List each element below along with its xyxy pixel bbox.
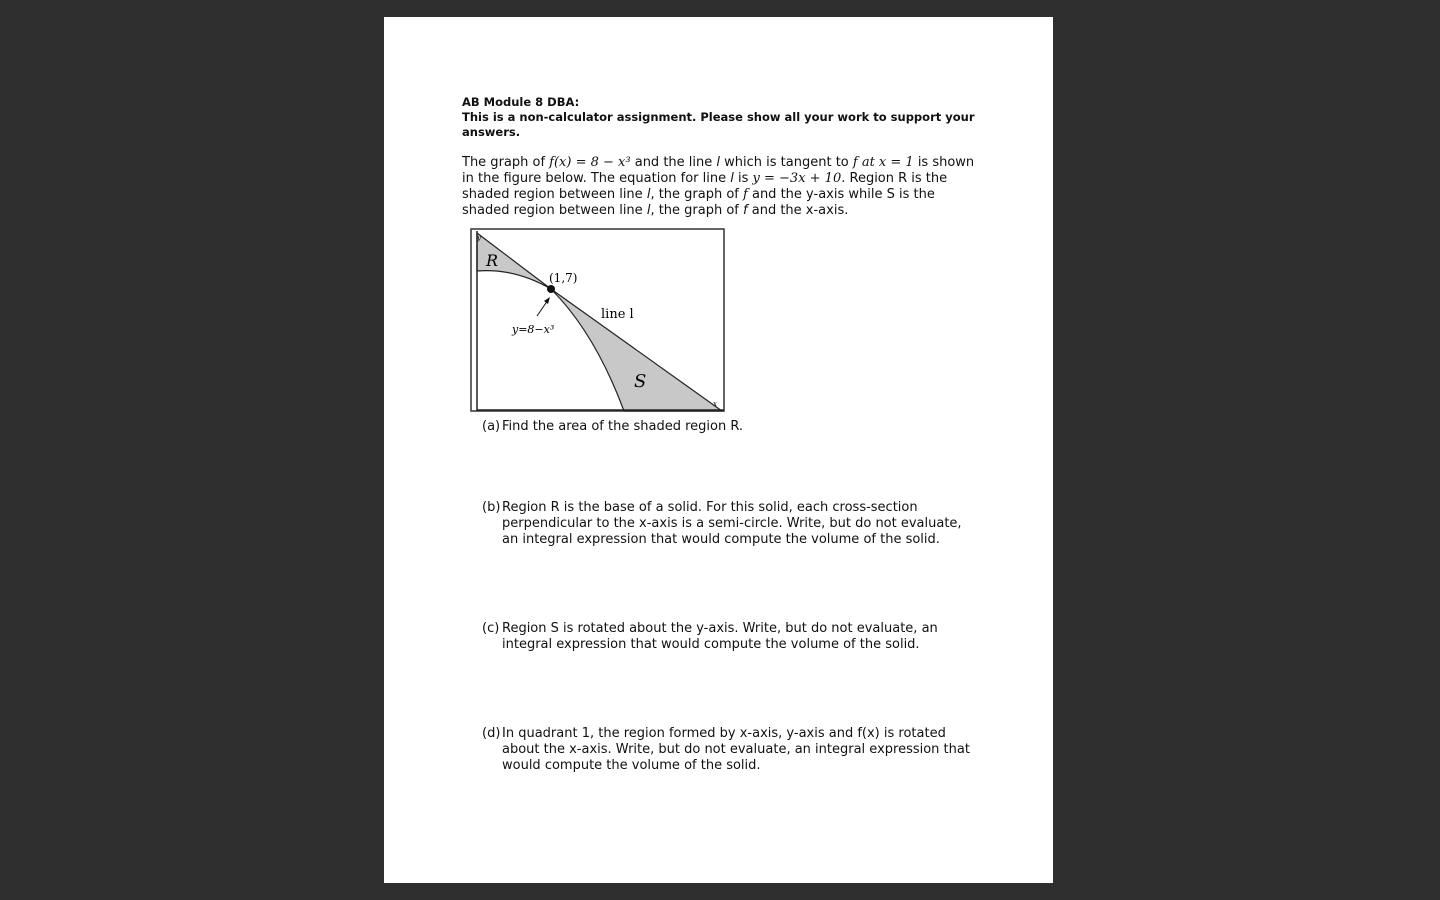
question-text: Region R is the base of a solid. For this solid, each cross-section perpendicular to the x-axis is a semi-circle. Write, but do not evaluate, an integral expression that would compute the volume of the solid.: [502, 500, 962, 547]
line-l-label: line l: [601, 307, 634, 322]
intro-text: and the y-axis while S is the shaded region between line: [462, 187, 935, 218]
intro-text: , the graph of: [650, 187, 744, 202]
intro-text: Region R is the shaded region between line: [462, 171, 948, 202]
document-title: AB Module 8 DBA:: [462, 95, 580, 109]
intro-text: is: [733, 171, 753, 186]
intro-text: is shown in the figure below. The equation for line: [462, 155, 975, 186]
question-c: [482, 621, 942, 653]
question-label: (a): [482, 419, 501, 434]
question-label: (c): [482, 621, 500, 636]
question-label: (d): [482, 726, 501, 741]
tangent-point: [547, 285, 555, 293]
intro-text: and the x-axis.: [747, 203, 849, 218]
intro-text: The graph of: [462, 155, 550, 170]
tangent-point-expression: f at x = 1: [852, 155, 914, 170]
figure-frame: [471, 229, 724, 411]
intro-text: and the line: [630, 155, 717, 170]
region-figure: [470, 228, 725, 412]
line-symbol: l: [716, 155, 721, 170]
question-text: Find the area of the shaded region R.: [502, 419, 744, 434]
curve-label: y=8−x³: [512, 323, 555, 336]
instructions: This is a non-calculator assignment. Please show all your work to support your answers.: [462, 110, 975, 139]
question-text: In quadrant 1, the region formed by x-axis, y-axis and f(x) is rotated about the x-axis. Write, but do not evaluate, an integral expression that would compute the volume of the solid.: [502, 726, 970, 773]
region-s-label: S: [634, 371, 647, 392]
problem-statement: [462, 155, 982, 219]
figure-svg: [470, 228, 725, 412]
y-axis-label: y: [477, 234, 481, 242]
question-label: (b): [482, 500, 501, 515]
document-page: [384, 17, 1053, 883]
function-expression: f(x) = 8 − x³: [549, 155, 631, 170]
x-axis-label: x: [713, 400, 717, 408]
function-symbol: f: [743, 203, 748, 218]
question-a: [482, 419, 982, 435]
point-label: (1,7): [549, 271, 578, 285]
question-d: [482, 726, 974, 774]
function-symbol: f: [743, 187, 748, 202]
line-symbol: l: [646, 203, 651, 218]
intro-text: which is tangent to: [720, 155, 853, 170]
question-text: Region S is rotated about the y-axis. Write, but do not evaluate, an integral expression that would compute the volume of the solid.: [502, 621, 938, 652]
question-b: [482, 500, 974, 548]
line-equation: y = −3x + 10.: [752, 171, 846, 186]
region-r-label: R: [486, 251, 499, 270]
intro-text: , the graph of: [650, 203, 744, 218]
line-symbol: l: [730, 171, 734, 186]
document-content: [462, 95, 982, 219]
line-symbol: l: [646, 187, 651, 202]
